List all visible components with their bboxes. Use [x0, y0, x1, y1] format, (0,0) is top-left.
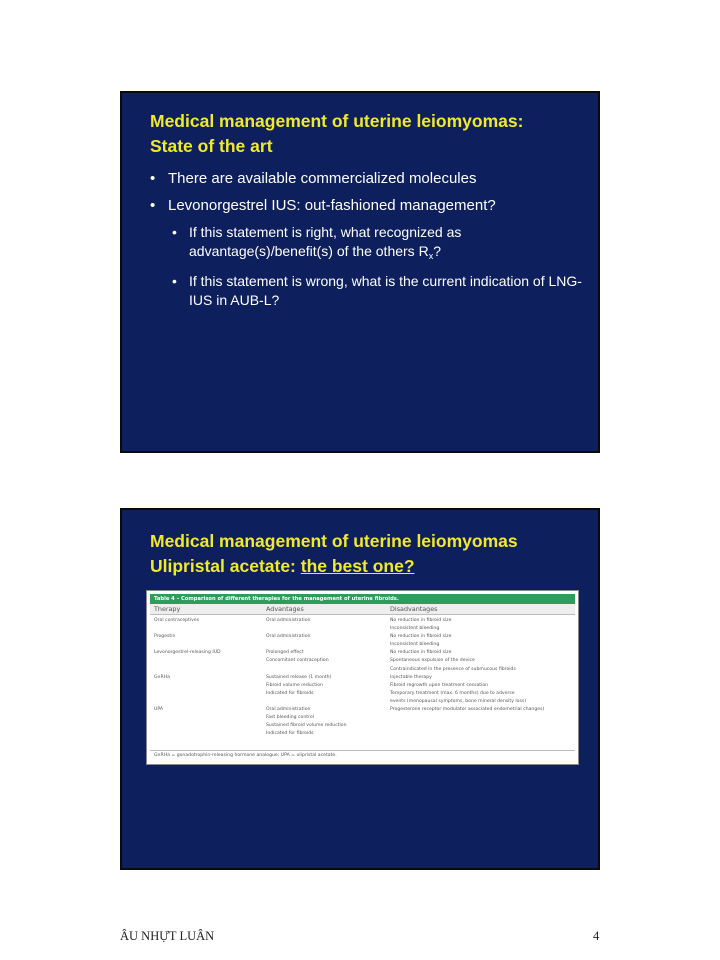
cell-therapy: Levonorgestrel-releasing IUD	[154, 650, 221, 656]
cell-advantages: Oral administration	[266, 618, 311, 623]
table-footnote: GnRHa = gonadotrophin-releasing hormone analogue; UPA = ulipristal acetate.	[150, 750, 575, 761]
cell-therapy: Oral contraceptives	[154, 618, 200, 623]
underlined-question: the best one?	[300, 556, 415, 576]
table-row	[150, 674, 575, 706]
slide-2-title-line-2: Ulipristal acetate: the best one?	[150, 556, 415, 576]
table-header-row	[150, 604, 575, 615]
slide-1-bullet-list	[148, 169, 588, 316]
table-body	[150, 617, 575, 738]
cell-therapy: UPA	[154, 707, 163, 713]
slide-2	[120, 508, 600, 870]
bullet-commercialized-molecules: • There are available commercialized molecules	[148, 169, 588, 188]
header-disadvantages: Disadvantages	[390, 605, 438, 613]
cell-disadvantages: No reduction in fibroid size Inconsistent bleeding	[390, 634, 452, 648]
table-row	[150, 617, 575, 633]
sub-bullet-statement-wrong: • If this statement is wrong, what is the current indication of LNG-IUS in AUB-L?	[170, 272, 588, 310]
cell-disadvantages: Progesterone receptor modulator associated endometrial changes)	[390, 707, 545, 713]
table-row	[150, 633, 575, 649]
cell-advantages: Sustained release (1 month) Fibroid volume reduction Indicated for fibroids	[266, 674, 332, 696]
cell-advantages: Oral administration Fast bleeding control Sustained fibroid volume reduction Indicated for fibroids	[266, 707, 347, 737]
bullet-levonorgestrel-ius: • Levonorgestrel IUS: out-fashioned management?	[148, 196, 588, 215]
cell-therapy: Progestin	[154, 634, 176, 640]
header-advantages: Advantages	[266, 605, 304, 613]
therapy-comparison-table	[146, 590, 579, 765]
slide-2-title-line-1: Medical management of uterine leiomyomas	[150, 531, 518, 551]
footer-author: ÂU NHỰT LUÂN	[120, 929, 215, 943]
table-caption: Table 4 – Comparison of different therapies for the management of uterine fibroids.	[150, 594, 575, 604]
cell-disadvantages: No reduction in fibroid size Inconsistent bleeding	[390, 618, 452, 632]
cell-advantages: Prolonged effect Concomitant contraception	[266, 650, 329, 664]
sub-bullet-statement-right: • If this statement is right, what recognized as advantage(s)/benefit(s) of the others $R_x$?	[170, 223, 588, 266]
cell-disadvantages: No reduction in fibroid size Spontaneous expulsion of the device Contraindicated in the presence of submucous fibroids	[390, 650, 516, 672]
slide-2-title	[150, 529, 590, 579]
slide-1	[120, 91, 600, 453]
cell-advantages: Oral administration	[266, 634, 311, 640]
header-therapy: Therapy	[154, 605, 181, 613]
cell-therapy: GnRHa	[154, 674, 170, 680]
cell-disadvantages: Injectable therapy Fibroid regrowth upon treatment cessation Temporary treatment (max. 6 months) due to adverse events (menopausal symptoms, bone mineral density loss)	[390, 674, 527, 704]
slide-1-title	[150, 109, 590, 159]
table-row	[150, 649, 575, 673]
table-row	[150, 706, 575, 738]
slide-1-title-line-2: State of the art	[150, 136, 273, 156]
slide-1-title-line-1: Medical management of uterine leiomyomas:	[150, 111, 524, 131]
page-number: 4	[593, 929, 600, 943]
